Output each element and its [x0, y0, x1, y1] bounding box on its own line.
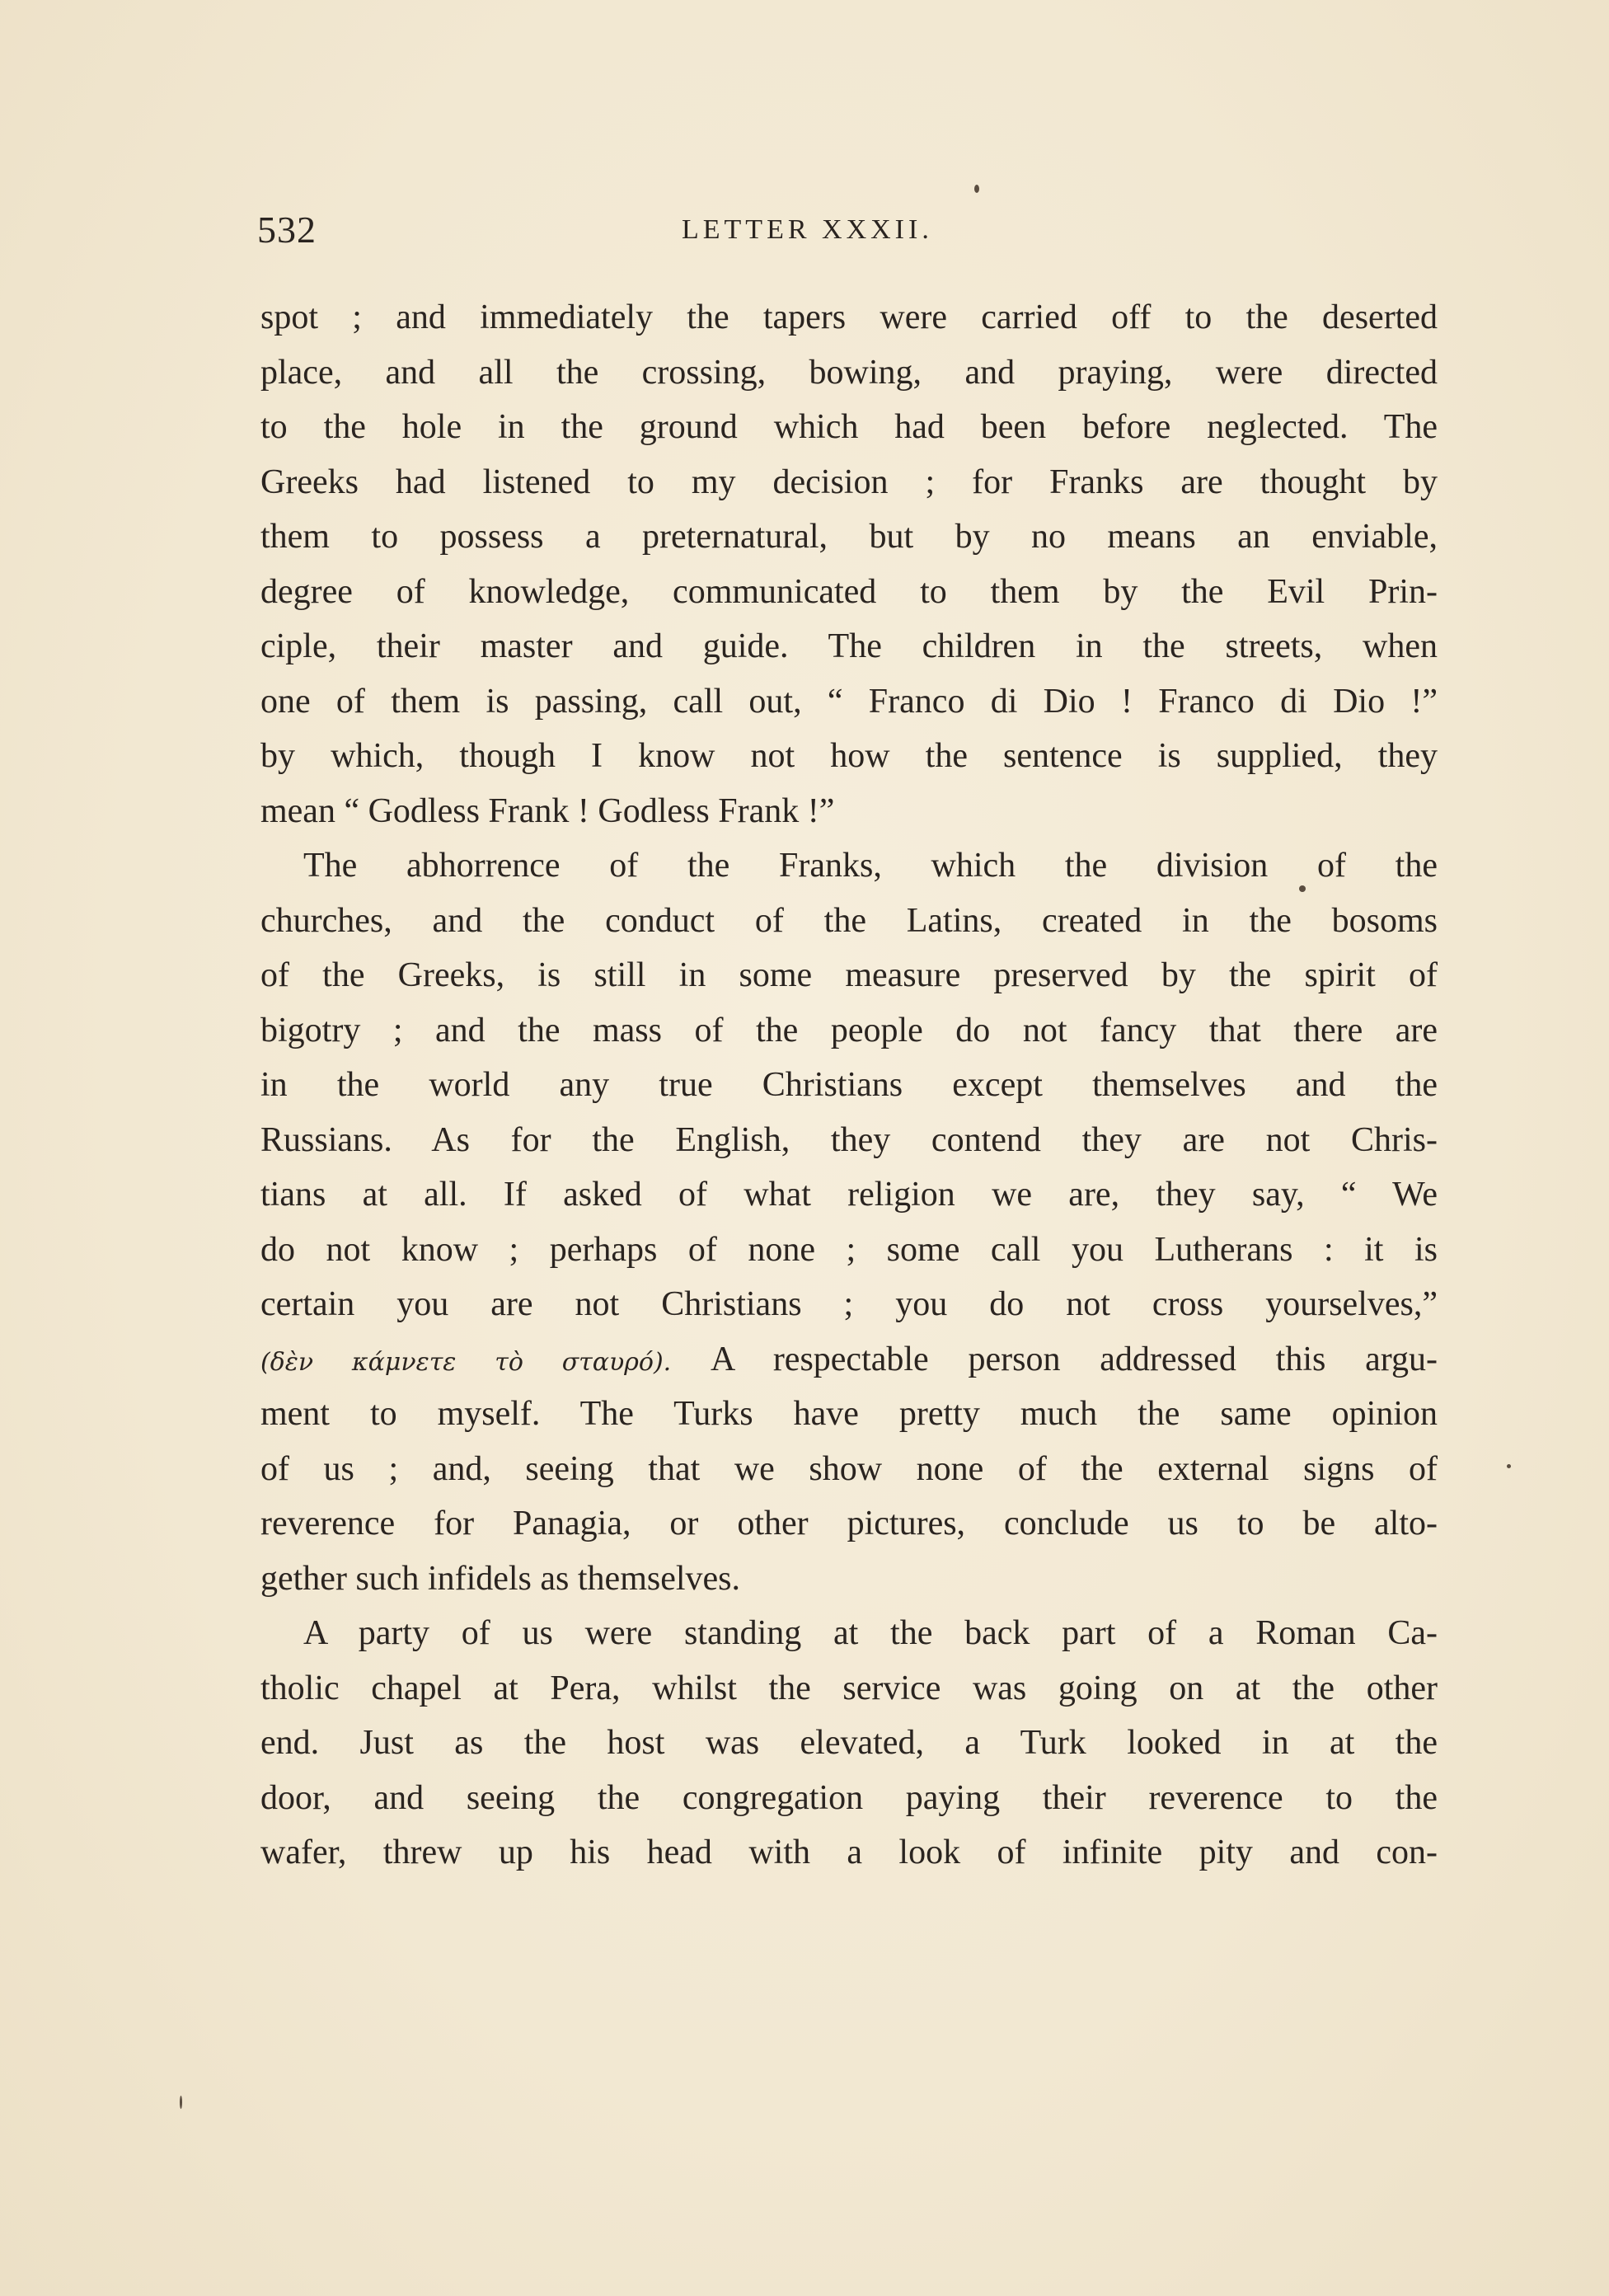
text-line: Greeks had listened to my decision ; for Franks are thought by [260, 462, 1438, 501]
text-line-rest: A respectable person addressed this argu- [711, 1340, 1438, 1378]
text-line: door, and seeing the congregation paying their reverence to the [260, 1778, 1438, 1817]
text-line: ciple, their master and guide. The children in the streets, when [260, 627, 1438, 665]
text-line: wafer, threw up his head with a look of infinite pity and con- [260, 1834, 1438, 1871]
text-line: tians at all. If asked of what religion we are, they say, “ We [260, 1176, 1438, 1214]
ink-speck [1299, 885, 1306, 892]
ink-speck [180, 2096, 182, 2109]
text-line: bigotry ; and the mass of the people do not fancy that there are [260, 1011, 1438, 1049]
text-line: one of them is passing, call out, “ Franco di Dio ! Franco di Dio !” [260, 682, 1438, 721]
text-line: by which, though I know not how the sentence is supplied, they [260, 737, 1438, 775]
text-line: of us ; and, seeing that we show none of the external signs of [260, 1449, 1438, 1488]
text-line: spot ; and immediately the tapers were carried off to the deserted [260, 298, 1438, 336]
text-line: Russians. As for the English, they contend they are not Chris- [260, 1120, 1438, 1159]
text-line-with-greek [260, 1332, 1438, 1387]
page-header [257, 208, 1444, 257]
text-line: to the hole in the ground which had been before neglected. The [260, 408, 1438, 446]
text-line: in the world any true Christians except themselves and the [260, 1066, 1438, 1104]
ink-speck [974, 185, 979, 193]
ink-speck [1507, 1464, 1511, 1468]
body-text [260, 290, 1438, 1880]
text-line: churches, and the conduct of the Latins, created in the bosoms [260, 901, 1438, 940]
text-line: them to possess a preternatural, but by no means an enviable, [260, 518, 1438, 556]
greek-phrase: (δὲν κάμνετε τὸ σταυρό). [260, 1347, 672, 1377]
running-head: LETTER XXXII. [682, 214, 933, 245]
text-line: place, and all the crossing, bowing, and praying, were directed [260, 353, 1438, 392]
paragraph-start-line: A party of us were standing at the back part of a Roman Ca- [303, 1614, 1438, 1652]
text-line: mean “ Godless Frank ! Godless Frank !” [260, 791, 835, 830]
text-line: do not know ; perhaps of none ; some call you Lutherans : it is [260, 1230, 1438, 1269]
text-line: gether such infidels as themselves. [260, 1559, 741, 1598]
text-line: ment to myself. The Turks have pretty much the same opinion [260, 1395, 1438, 1433]
text-line: of the Greeks, is still in some measure preserved by the spirit of [260, 956, 1438, 994]
text-line: certain you are not Christians ; you do not cross yourselves,” [260, 1285, 1438, 1323]
page-number: 532 [257, 209, 317, 251]
text-line: degree of knowledge, communicated to them by the Evil Prin- [260, 572, 1438, 611]
text-line: tholic chapel at Pera, whilst the service was going on at the other [260, 1669, 1438, 1707]
paragraph-start-line: The abhorrence of the Franks, which the division of the [303, 847, 1438, 885]
text-line: reverence for Panagia, or other pictures, conclude us to be alto- [260, 1505, 1438, 1542]
text-line: end. Just as the host was elevated, a Turk looked in at the [260, 1724, 1438, 1762]
